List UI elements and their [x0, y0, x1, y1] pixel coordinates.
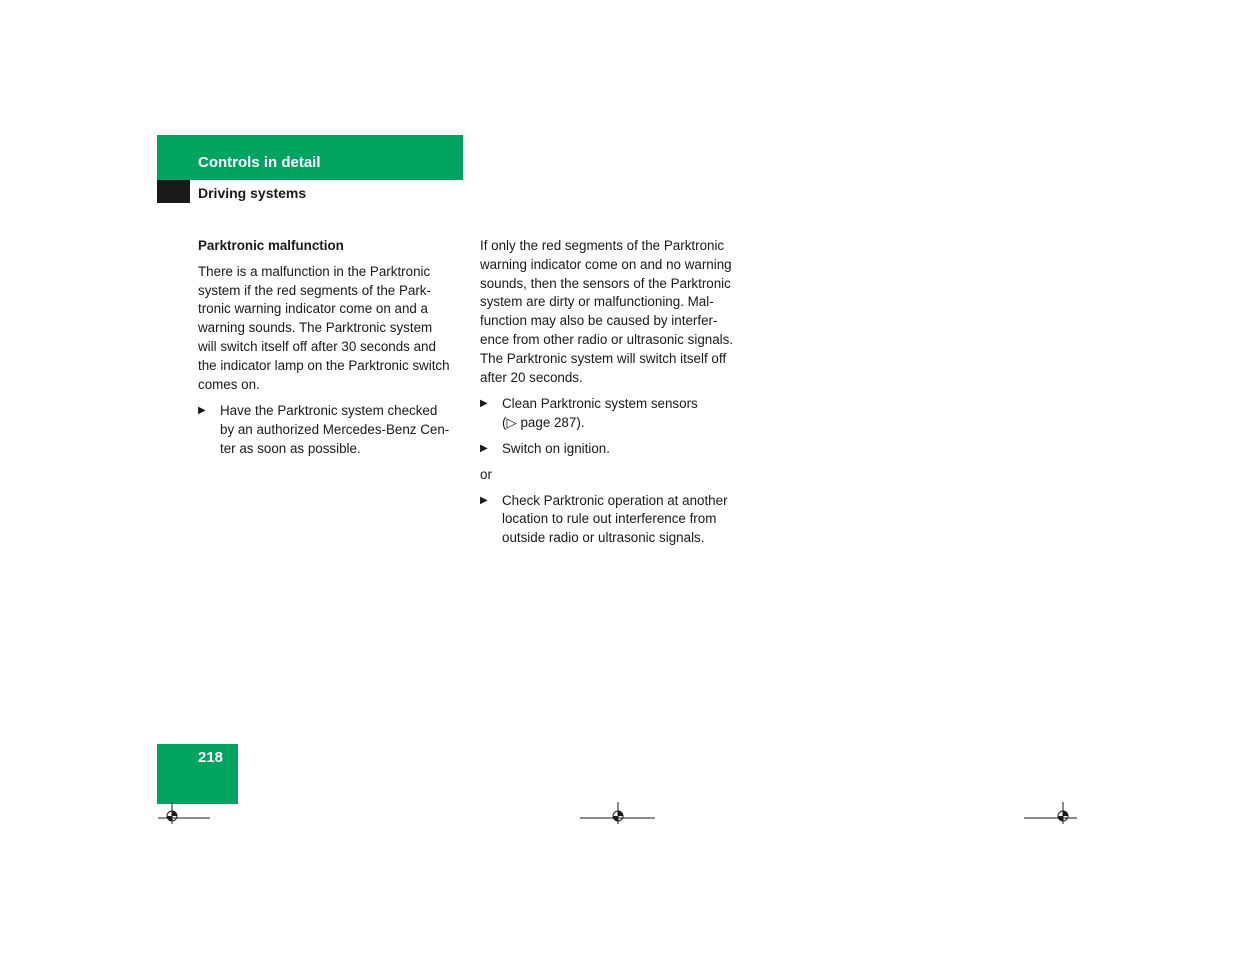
paragraph-line: warning sounds. The Parktronic system — [198, 320, 433, 336]
triangle-bullet-icon: ▶ — [480, 398, 488, 410]
step-line: Have the Parktronic system checked — [220, 403, 438, 419]
paragraph-line: function may also be caused by interfer- — [480, 313, 718, 329]
paragraph-line: ence from other radio or ultrasonic signals. — [480, 331, 734, 347]
step-line: Clean Parktronic system sensors — [502, 396, 698, 412]
paragraph — [198, 263, 466, 395]
paragraph-line: warning indicator come on and no warning — [480, 256, 732, 272]
paragraph-line: tronic warning indicator come on and a — [198, 301, 429, 317]
right-column — [480, 237, 748, 555]
paragraph-line: after 20 seconds. — [480, 369, 583, 385]
registration-mark-icon — [152, 800, 212, 826]
paragraph-line: system if the red segments of the Park- — [198, 282, 431, 298]
paragraph-line: will switch itself off after 30 seconds and — [198, 338, 436, 354]
instruction-step — [480, 492, 748, 548]
paragraph-line: If only the red segments of the Parktronic — [480, 238, 725, 253]
or-separator: or — [480, 466, 492, 482]
section-marker — [157, 180, 190, 203]
step-line: Check Parktronic operation at another — [502, 492, 728, 508]
subheading: Parktronic malfunction — [198, 238, 344, 253]
triangle-bullet-icon: ▶ — [198, 405, 206, 417]
paragraph-line: sounds, then the sensors of the Parktronic — [480, 275, 731, 291]
step-line: ter as soon as possible. — [220, 440, 361, 456]
registration-mark-icon — [578, 800, 658, 826]
instruction-step — [480, 395, 748, 433]
paragraph-line: The Parktronic system will switch itself off — [480, 350, 727, 366]
paragraph — [480, 237, 748, 387]
step-line: location to rule out interference from — [502, 511, 717, 527]
instruction-step — [198, 402, 466, 458]
triangle-bullet-icon: ▶ — [480, 494, 488, 506]
paragraph-line: comes on. — [198, 376, 260, 392]
chapter-title: Controls in detail — [198, 154, 321, 171]
section-title: Driving systems — [198, 185, 307, 201]
instruction-step — [480, 440, 748, 459]
paragraph-line: the indicator lamp on the Parktronic switch — [198, 357, 450, 373]
paragraph-line: system are dirty or malfunctioning. Mal- — [480, 294, 714, 310]
step-line: by an authorized Mercedes-Benz Cen- — [220, 422, 450, 438]
step-line: Switch on ignition. — [502, 440, 610, 456]
triangle-bullet-icon: ▶ — [480, 442, 488, 454]
paragraph-line: There is a malfunction in the Parktronic — [198, 263, 431, 279]
left-column — [198, 237, 466, 466]
page-reference-link[interactable]: (▷ page 287). — [502, 415, 585, 431]
registration-mark-icon — [1022, 800, 1082, 826]
page-number: 218 — [198, 749, 224, 766]
step-line: outside radio or ultrasonic signals. — [502, 530, 705, 546]
